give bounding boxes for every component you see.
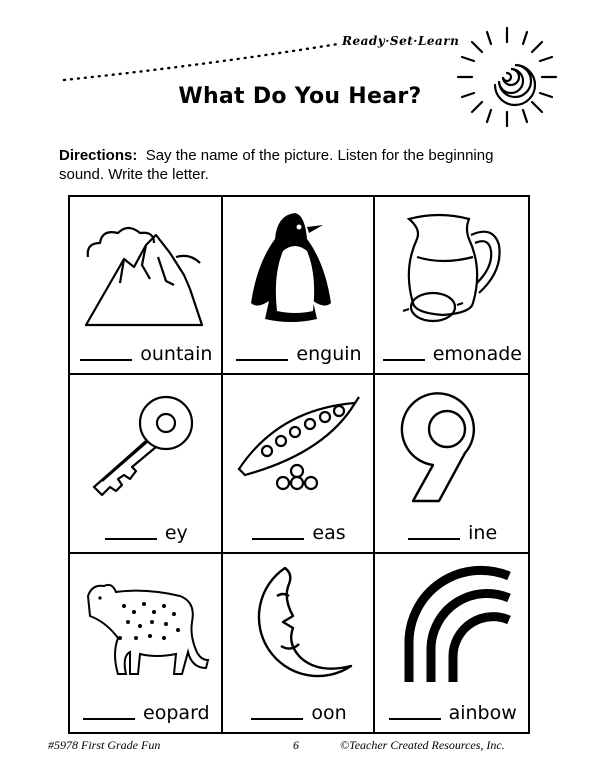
letter-blank[interactable]: [251, 718, 303, 720]
grid-cell: [70, 554, 223, 732]
sun-icon: [452, 22, 562, 132]
directions: [59, 146, 539, 184]
grid-cell: [223, 375, 376, 553]
page-title: What Do You Hear?: [178, 84, 422, 109]
leopard-icon: [80, 562, 210, 686]
brand-label: Ready·Set·Learn: [342, 34, 460, 48]
letter-blank[interactable]: [105, 538, 157, 540]
grid-cell: [223, 554, 376, 732]
word-ending: ountain: [140, 343, 213, 366]
letter-blank[interactable]: [80, 359, 132, 361]
word-ending: ainbow: [448, 701, 517, 724]
word-ending: ine: [468, 521, 498, 544]
mountain-icon: [80, 205, 210, 329]
key-icon: [80, 383, 210, 507]
word-row: [231, 522, 368, 544]
word-row: [383, 702, 522, 724]
footer-book-label: #5978 First Grade Fun: [48, 738, 161, 752]
word-row: [78, 702, 215, 724]
lemonade-icon: [385, 205, 515, 329]
rainbow-icon: [385, 562, 515, 686]
letter-blank[interactable]: [252, 538, 304, 540]
letter-blank[interactable]: [408, 538, 460, 540]
nine-icon: [385, 383, 515, 507]
letter-blank[interactable]: [83, 718, 135, 720]
word-ending: eas: [312, 521, 346, 544]
word-ending: enguin: [296, 343, 362, 366]
word-row: [78, 522, 215, 544]
word-row: [383, 343, 522, 365]
grid-cell: [375, 375, 528, 553]
word-row: [231, 343, 368, 365]
directions-label: Directions:: [59, 147, 138, 164]
letter-blank[interactable]: [236, 359, 288, 361]
directions-text: Say the name of the picture. Listen for the beginning sound. Write the letter.: [59, 147, 494, 183]
grid-cell: [375, 554, 528, 732]
page-number: 6: [293, 738, 299, 752]
word-row: [231, 702, 368, 724]
grid-cell: [70, 375, 223, 553]
word-ending: eopard: [143, 701, 210, 724]
peas-icon: [233, 383, 363, 507]
penguin-icon: [233, 205, 363, 329]
grid-cell: [375, 197, 528, 375]
letter-blank[interactable]: [389, 718, 441, 720]
footer-copyright: ©Teacher Created Resources, Inc.: [340, 738, 505, 752]
letter-blank[interactable]: [383, 359, 424, 361]
grid-cell: [223, 197, 376, 375]
word-row: [383, 522, 522, 544]
grid-cell: [70, 197, 223, 375]
word-ending: ey: [164, 521, 188, 544]
word-ending: emonade: [432, 343, 522, 366]
word-row: [78, 343, 215, 365]
picture-grid: [68, 195, 530, 734]
moon-icon: [233, 562, 363, 686]
word-ending: oon: [311, 701, 347, 724]
